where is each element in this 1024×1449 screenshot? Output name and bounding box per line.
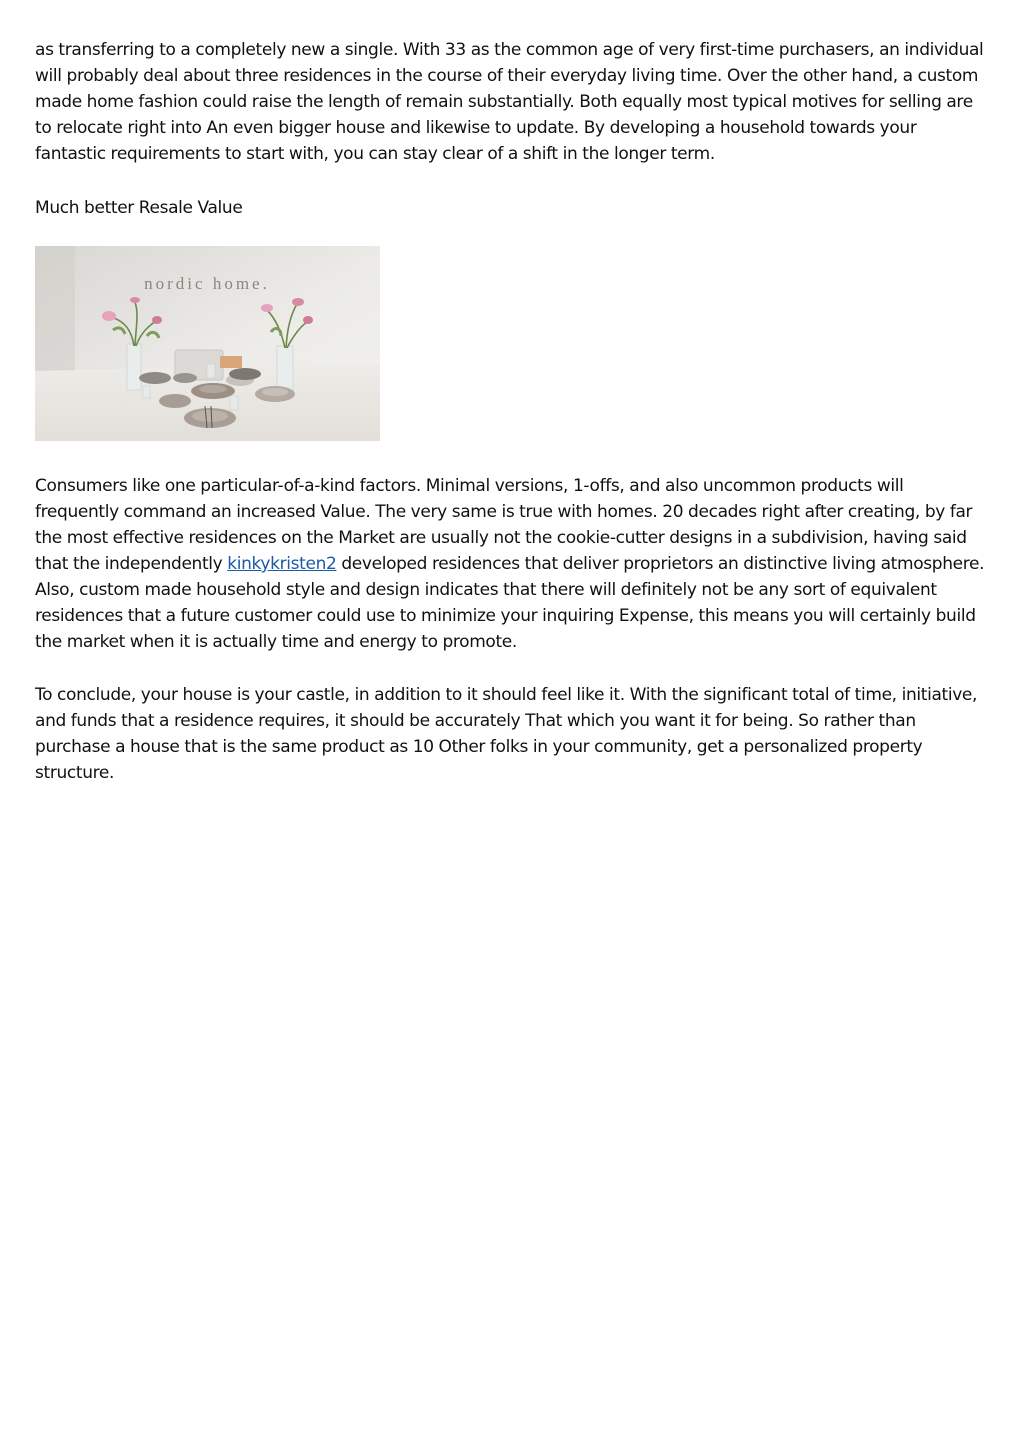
kinkykristen2-link[interactable]: kinkykristen2 [227, 554, 337, 574]
paragraph-resale [35, 473, 990, 655]
paragraph-resale-text-2: developed residences that deliver proprietors an distinctive living atmosphere. Also, custom made household style and design indicates that there will definitely not be any sort of equivalent residences that a future customer could use to minimize your inquiring Expense, this means you will certainly build the market when it is actually time and energy to promote. [35, 554, 985, 652]
image-caption-text: nordic home. [144, 274, 270, 293]
paragraph-resale-text-1: Consumers like one particular-of-a-kind factors. Minimal versions, 1-offs, and also uncommon products will frequently command an increased Value. The very same is true with homes. 20 decades right after creating, by far the most effective residences on the Market are usually not the cookie-cutter designs in a subdivision, having said that the independently [35, 476, 973, 574]
paragraph-conclusion: To conclude, your house is your castle, in addition to it should feel like it. With the significant total of time, initiative, and funds that a residence requires, it should be accurately That which you want it for being. So rather than purchase a house that is the same product as 10 Other folks in your community, get a personalized property structure. [35, 685, 978, 783]
section-heading: Much better Resale Value [35, 198, 243, 218]
article [35, 37, 990, 786]
paragraph-intro: as transferring to a completely new a single. With 33 as the common age of very first-time purchasers, an individual will probably deal about three residences in the course of their everyday living time. Over the other hand, a custom made home fashion could raise the length of remain substantially. Both equally most typical motives for selling are to relocate right into An even bigger house and likewise to update. By developing a household towards your fantastic requirements to start with, you can stay clear of a shift in the longer term. [35, 40, 984, 164]
nordic-home-photo [35, 246, 380, 441]
